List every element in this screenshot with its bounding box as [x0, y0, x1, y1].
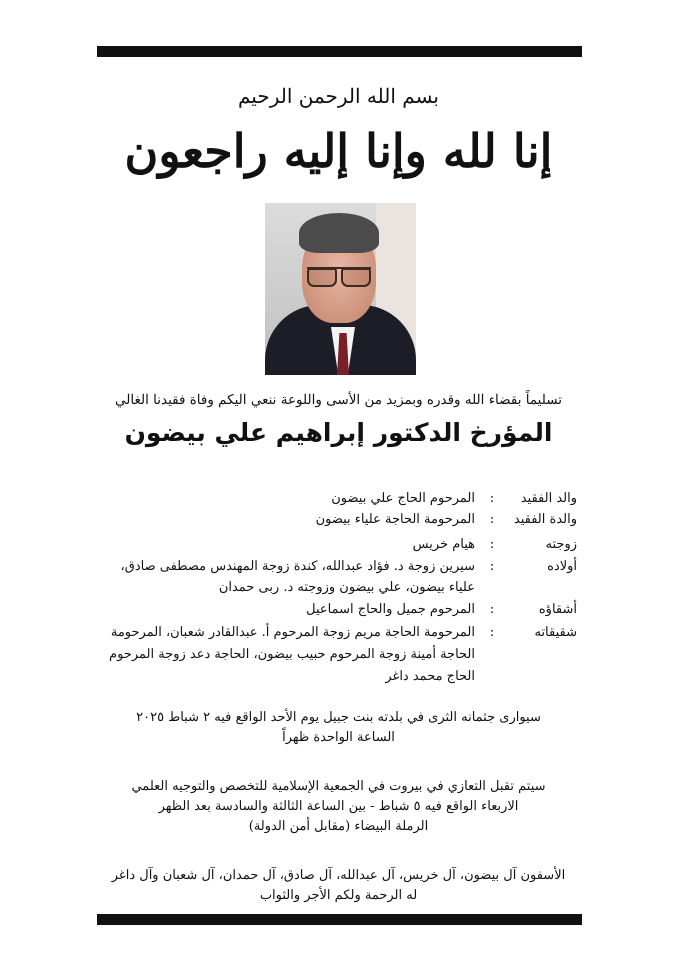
funeral-line-1: سيوارى جثمانه الثرى في بلدته بنت جبيل يوم الأحد الواقع فيه ٢ شباط ٢٠٢٥: [136, 710, 541, 725]
children-label: أولاده: [547, 559, 577, 574]
sisters-label: شقيقاته: [534, 625, 577, 640]
closing-notice: [100, 866, 577, 906]
children-value-line-2: علياء بيضون، علي بيضون وزوجته د. ربى حمدان: [218, 580, 475, 595]
bottom-border-bar: [97, 914, 582, 925]
brothers-colon: :: [489, 602, 495, 617]
condolences-notice: [100, 777, 577, 837]
portrait-photo: [265, 203, 416, 375]
mother-value: المرحومة الحاجة علياء بيضون: [315, 512, 475, 527]
quran-verse-calligraphy: إنا لله وإنا إليه راجعون: [124, 124, 553, 178]
sisters-value-line-3: الحاج محمد داغر: [385, 669, 475, 684]
condolences-line-3: الرملة البيضاء (مقابل أمن الدولة): [248, 819, 429, 834]
funeral-line-2: الساعة الواحدة ظهراً: [282, 730, 395, 745]
sisters-value-line-1: المرحومة الحاجة مريم زوجة المرحوم أ. عبدالقادر شعبان، المرحومة: [110, 625, 475, 640]
brothers-label: أشقاؤه: [538, 602, 577, 617]
closing-line-1: الأسفون آل بيضون، آل خريس، آل عبدالله، آل صادق، آل حمدان، آل شعبان وآل داغر: [111, 868, 566, 883]
top-border-bar: [97, 46, 582, 57]
condolences-line-1: سيتم تقبل التعازي في بيروت في الجمعية الإسلامية للتخصص والتوجيه العلمي: [131, 779, 546, 794]
wife-label: زوجته: [545, 537, 577, 552]
deceased-name: المؤرخ الدكتور إبراهيم علي بيضون: [124, 418, 553, 447]
funeral-notice: [100, 708, 577, 748]
children-value-line-1: سيرين زوجة د. فؤاد عبدالله، كندة زوجة المهندس مصطفى صادق،: [120, 559, 475, 574]
wife-value: هيام خريس: [412, 537, 475, 552]
sisters-colon: :: [489, 625, 495, 640]
mother-label: والدة الفقيد: [513, 512, 577, 527]
mother-colon: :: [489, 512, 495, 527]
brothers-value: المرحوم جميل والحاج اسماعيل: [306, 602, 475, 617]
children-colon: :: [489, 559, 495, 574]
wife-colon: :: [489, 537, 495, 552]
sisters-value-line-2: الحاجة أمينة زوجة المرحوم حبيب بيضون، الحاجة دعد زوجة المرحوم: [109, 647, 475, 662]
father-colon: :: [489, 491, 495, 506]
basmala-calligraphy: بسم الله الرحمن الرحيم: [237, 84, 439, 108]
father-value: المرحوم الحاج علي بيضون: [331, 491, 475, 506]
closing-line-2: له الرحمة ولكم الأجر والثواب: [259, 888, 418, 903]
intro-text: تسليماً بقضاء الله وقدره وبمزيد من الأسى واللوعة ننعي اليكم وفاة فقيدنا الغالي: [114, 392, 563, 408]
father-label: والد الفقيد: [520, 491, 577, 506]
condolences-line-2: الاربعاء الواقع فيه ٥ شباط - بين الساعة الثالثة والسادسة بعد الظهر: [158, 799, 519, 814]
